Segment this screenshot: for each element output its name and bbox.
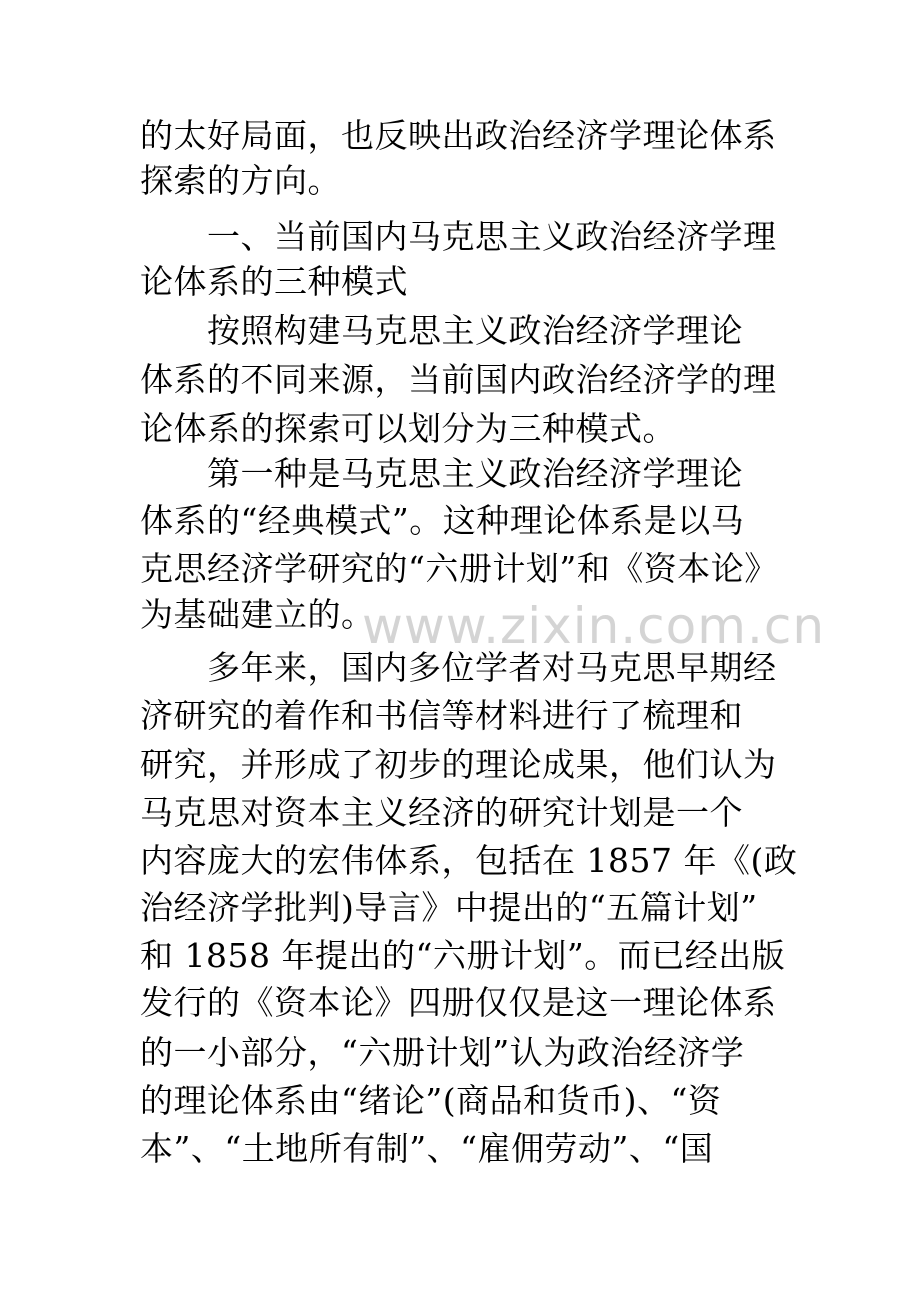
paragraph-1-line-2: 体系的不同来源，当前国内政治经济学的理 <box>140 360 777 399</box>
paragraph-3-line-1: 多年来，国内多位学者对马克思早期经 <box>207 648 777 687</box>
paragraph-2-line-2: 体系的“经典模式”。这种理论体系是以马 <box>140 501 745 540</box>
text-line-1: 的太好局面，也反映出政治经济学理论体系 <box>140 116 777 155</box>
paragraph-1-line-1: 按照构建马克思主义政治经济学理论 <box>207 311 743 350</box>
section-heading-line-1: 一、当前国内马克思主义政治经济学理 <box>207 217 777 256</box>
text-line-2: 探索的方向。 <box>140 161 341 200</box>
paragraph-3-line-11: 本”、“土地所有制”、“雇佣劳动”、“国 <box>140 1129 714 1168</box>
paragraph-1-line-3: 论体系的探索可以划分为三种模式。 <box>140 409 676 448</box>
paragraph-2-line-4: 为基础建立的。 <box>140 595 375 634</box>
paragraph-3-line-5: 内容庞大的宏伟体系，包括在 1857 年《(政 <box>140 841 798 880</box>
watermark: www.zixin.com.cn <box>362 597 826 655</box>
paragraph-3-line-4: 马克思对资本主义经济的研究计划是一个 <box>140 793 743 832</box>
paragraph-3-line-10: 的理论体系由“绪论”(商品和货币)、“资 <box>140 1081 722 1120</box>
paragraph-3-line-7: 和 1858 年提出的“六册计划”。而已经出版 <box>140 936 786 975</box>
paragraph-3-line-6: 治经济学批判)导言》中提出的“五篇计划” <box>140 888 758 927</box>
section-heading-line-2: 论体系的三种模式 <box>140 262 408 301</box>
paragraph-2-line-1: 第一种是马克思主义政治经济学理论 <box>207 454 743 493</box>
paragraph-2-line-3: 克思经济学研究的“六册计划”和《资本论》 <box>140 549 778 588</box>
paragraph-3-line-2: 济研究的着作和书信等材料进行了梳理和 <box>140 696 743 735</box>
paragraph-3-line-8: 发行的《资本论》四册仅仅是这一理论体系 <box>140 983 777 1022</box>
paragraph-3-line-9: 的一小部分，“六册计划”认为政治经济学 <box>140 1033 745 1072</box>
paragraph-3-line-3: 研究，并形成了初步的理论成果，他们认为 <box>140 745 777 784</box>
